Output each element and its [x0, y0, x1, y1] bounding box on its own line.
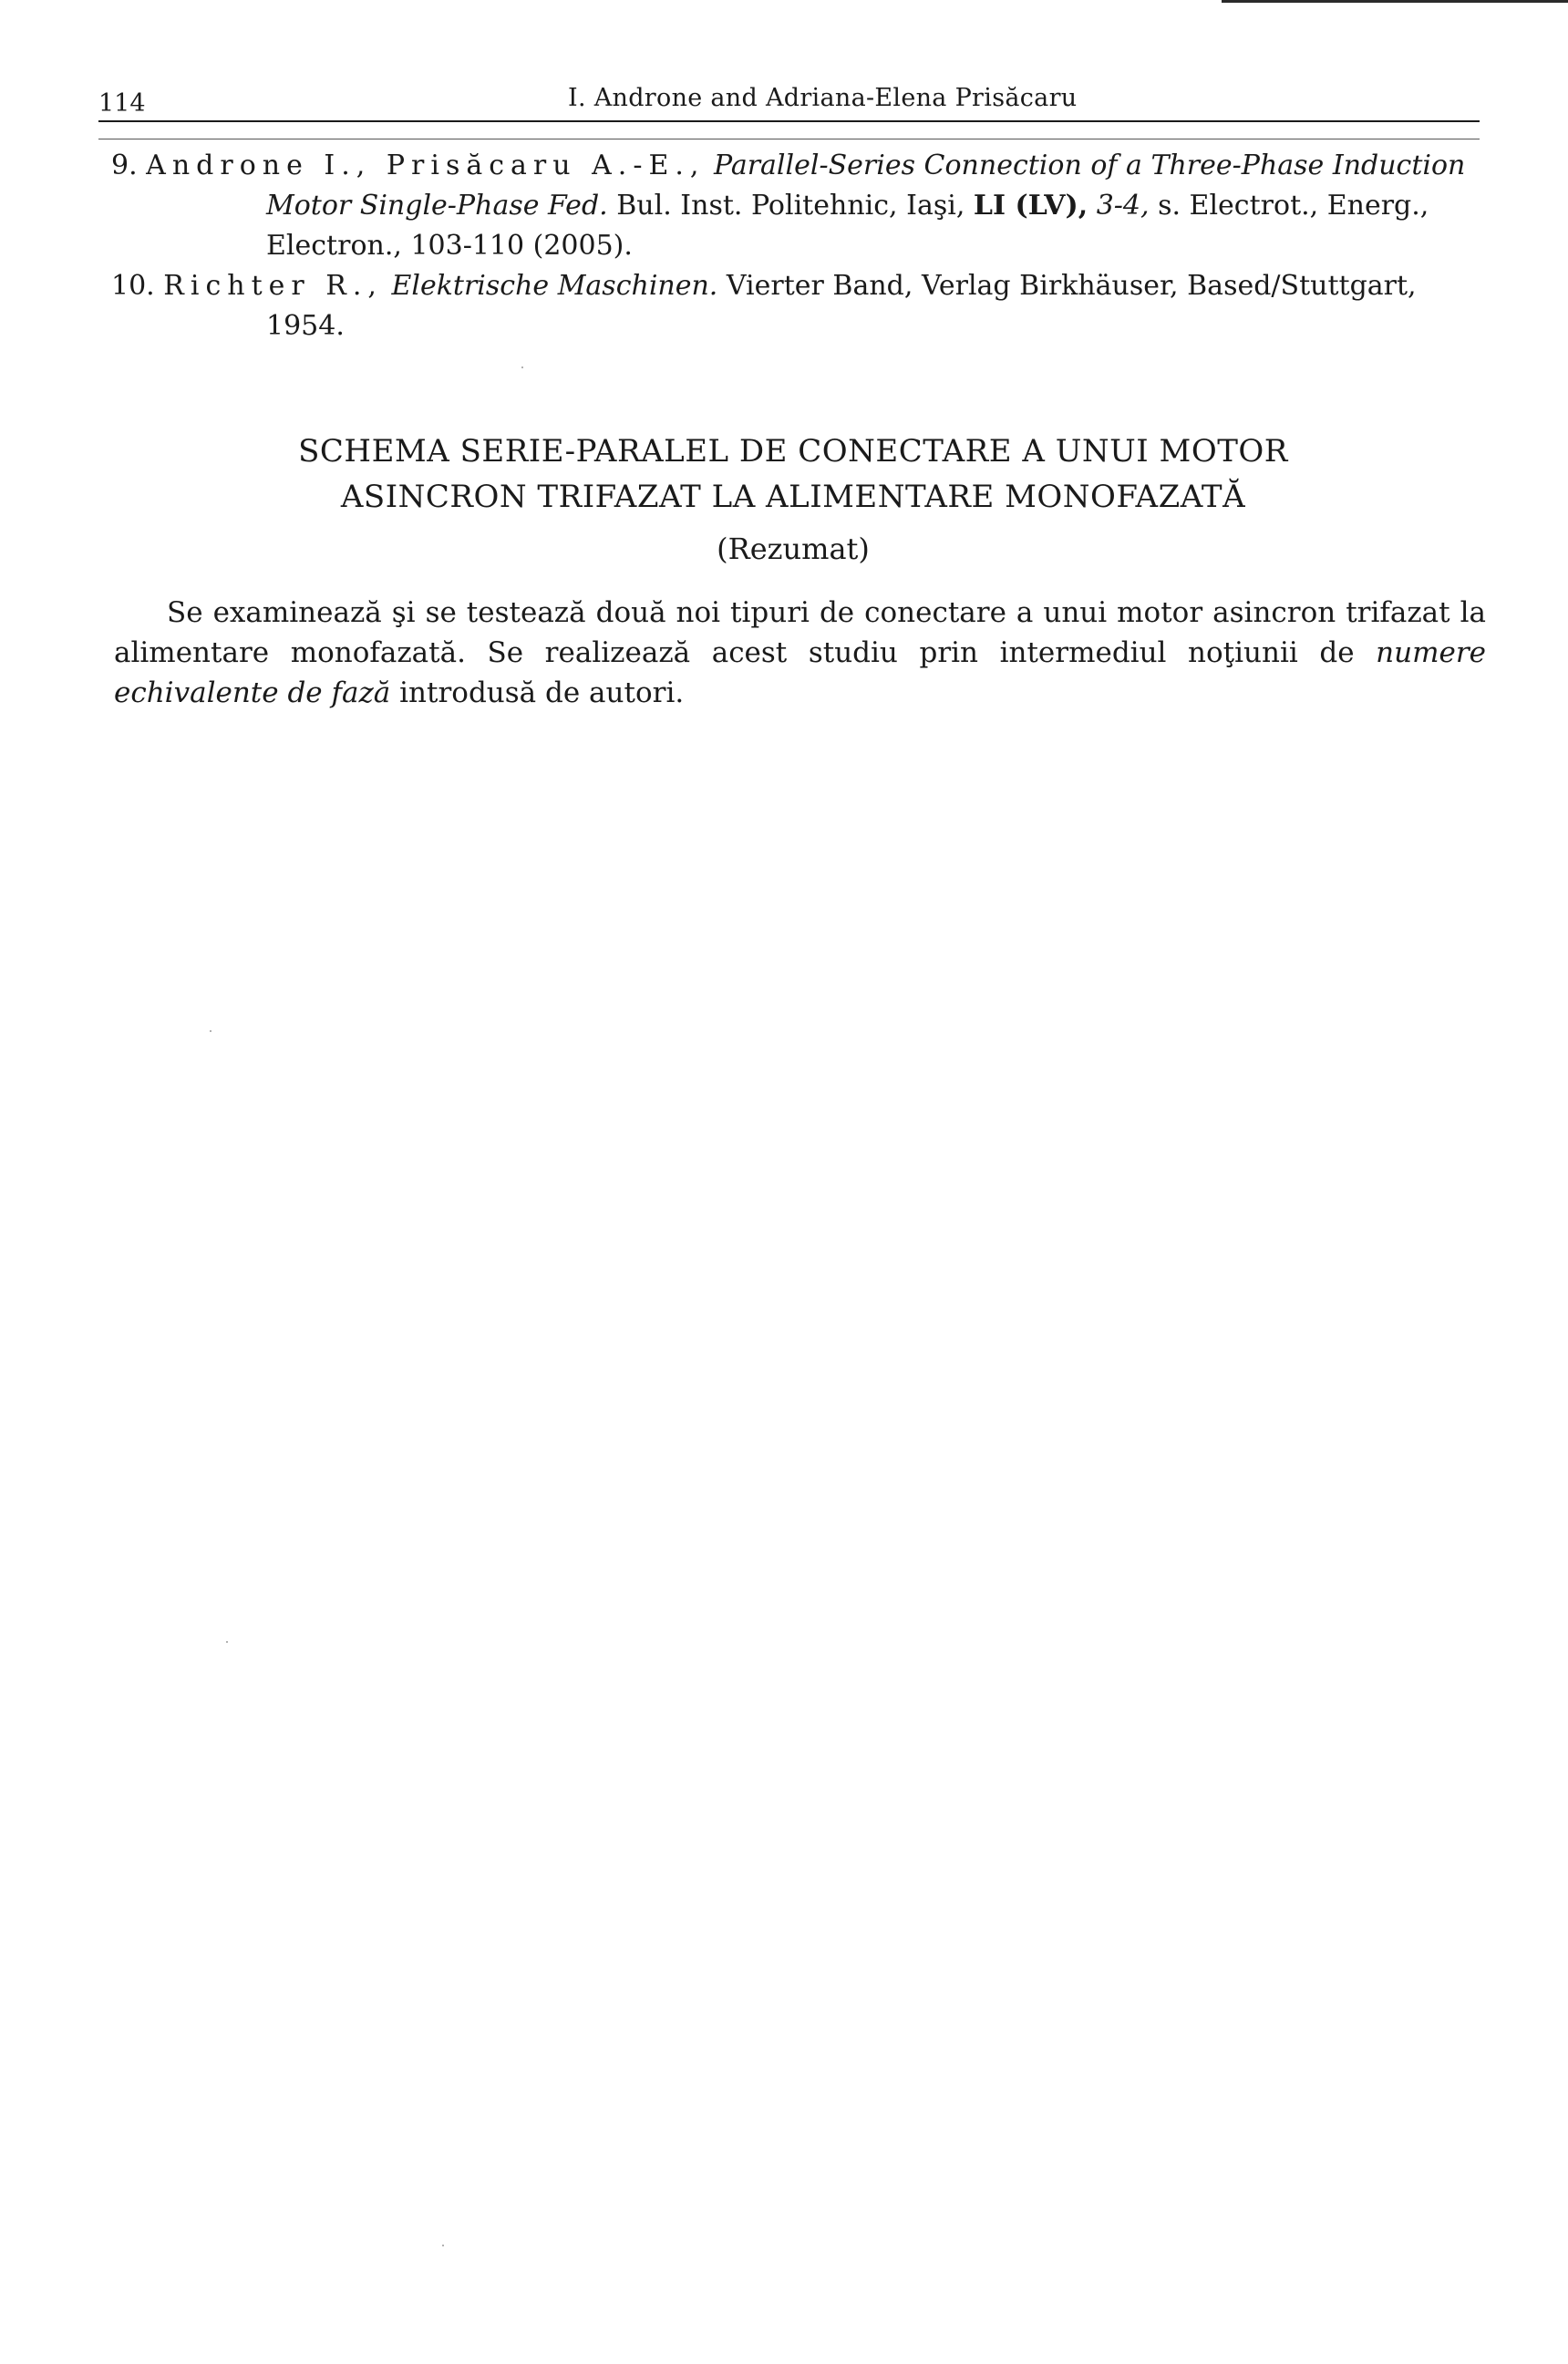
reference-rest: Vierter Band, Verlag Birkhäuser, Based/Stuttgart, 1954.: [266, 270, 1417, 342]
reference-item: [111, 266, 1488, 346]
reference-journal: Bul. Inst. Politehnic, Iaşi,: [616, 190, 965, 222]
scan-speck: [442, 2245, 444, 2246]
abstract-title-line-2: ASINCRON TRIFAZAT LA ALIMENTARE MONOFAZATĂ: [340, 479, 1246, 515]
top-edge-line: [1222, 0, 1568, 3]
scan-speck: [210, 1030, 211, 1032]
reference-list: [111, 146, 1488, 346]
abstract-body: [114, 593, 1486, 713]
reference-number: 9.: [111, 150, 138, 181]
reference-volume: LI (LV),: [973, 190, 1088, 222]
page-number: 114: [98, 89, 146, 118]
abstract-title-line-1: SCHEMA SERIE-PARALEL DE CONECTARE A UNUI MOTOR: [298, 433, 1288, 470]
reference-authors: Androne I., Prisăcaru A.-E.,: [146, 150, 706, 181]
abstract-label: (Rezumat): [717, 532, 870, 566]
abstract-title: [201, 428, 1386, 520]
reference-item: [111, 146, 1488, 266]
scan-speck: [226, 1641, 228, 1643]
reference-title: Parallel-Series Connection of a Three-Phase Induction Motor Single-Phase Fed.: [266, 150, 1466, 222]
reference-number: 10.: [111, 270, 155, 302]
reference-title: Elektrische Maschinen.: [391, 270, 718, 302]
abstract-emphasis: numere echivalente de fază: [114, 636, 1486, 709]
reference-authors: Richter R.,: [163, 270, 383, 302]
reference-rest: s. Electrot., Energ., Electron., 103-110 (2005).: [266, 190, 1429, 262]
abstract-text-end: introdusă de autori.: [390, 676, 685, 709]
header-rule: [98, 120, 1480, 122]
reference-issue: 3-4,: [1096, 190, 1150, 222]
running-title: I. Androne and Adriana-Elena Prisăcaru: [568, 84, 1078, 112]
running-head: [98, 84, 1480, 120]
abstract-text: Se examinează şi se testează două noi tipuri de conectare a unui motor asincron trifazat la alimentare monofazată. Se realizează acest studiu prin intermediul noţiunii de: [114, 596, 1486, 669]
scan-speck: [521, 366, 523, 368]
